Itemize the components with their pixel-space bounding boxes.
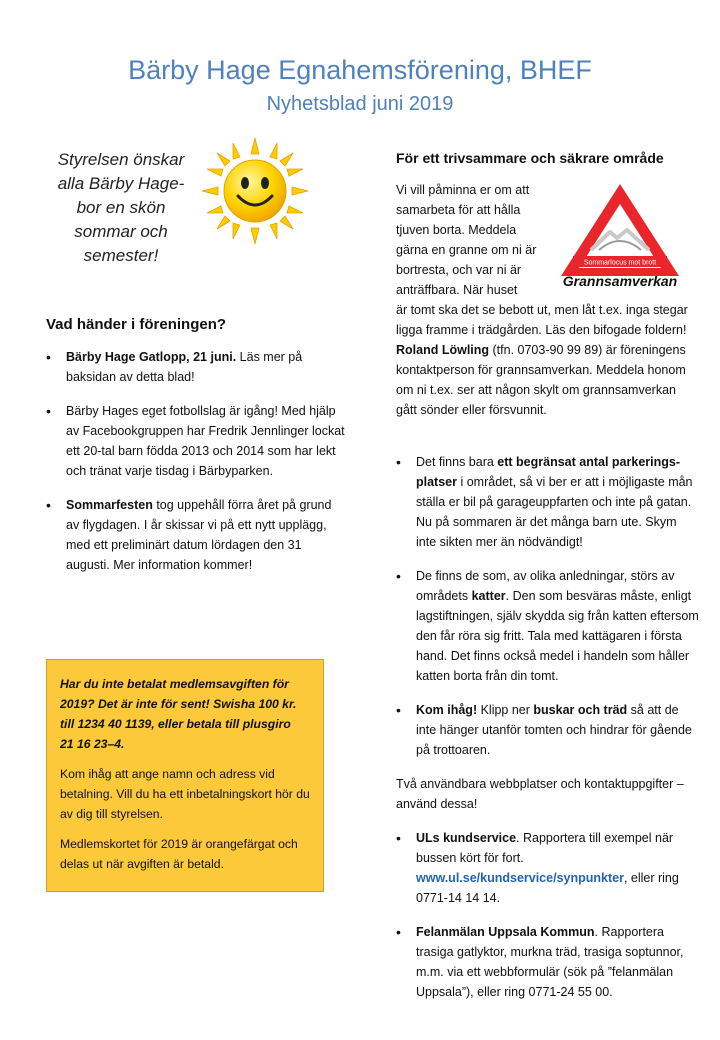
logo-banner: Sommarlocus mot brott <box>583 259 657 267</box>
list-item <box>396 566 700 686</box>
ul-service-bold: ULs kundservice <box>416 831 517 845</box>
football-text: Bärby Hages eget fotbollslag är igång! Med hjälp av Facebookgruppen har Fredrik Jennlinger lockat ett 20-tal barn födda 2013 och 2014 som har lekt och tränat varje tisdag i Bärbyparken. <box>66 404 345 478</box>
list-item <box>396 828 700 908</box>
greeting-line: sommar och <box>74 222 168 241</box>
ul-phone-text: , eller ring 0771-14 14 14. <box>416 871 679 905</box>
reminder-text: Klipp ner <box>477 703 534 717</box>
right-heading: För ett trivsammare och säkrare område <box>396 150 664 166</box>
intro-wrapped-text: Vi vill påminna er om att samarbeta för att hålla tjuven borta. Meddela gärna en granne om ni är bortresta, och var ni är anträffbara. När huset <box>396 183 537 297</box>
payment-instructions: Kom ihåg att ange namn och adress vid betalning. Vill du ha ett inbetalningskort hör du av dig till styrelsen. <box>60 767 310 821</box>
fee-reminder <box>60 674 310 754</box>
parking-text-2: i området, så vi ber er att i möjligaste mån ställa er bil på garageuppfarten och inte på gatan. Nu på sommaren är det många barn ute. Skym inte sikten mer än nödvändigt! <box>416 475 693 549</box>
plusgiro-number: 21 16 23–4. <box>60 737 125 751</box>
cats-text-2: . Den som besväras måste, enligt lagstiftningen, själv skydda sig från katten eftersom den får röra sig fritt. Tala med kattägaren i första hand. Det finns också medel i handeln som håller katten borta från din tomt. <box>416 589 699 683</box>
sommarfest-title: Sommarfesten <box>66 498 153 512</box>
list-item <box>46 401 346 481</box>
summer-greeting <box>46 148 196 268</box>
left-heading: Vad händer i föreningen? <box>46 316 227 333</box>
parking-bold: ett begränsat antal parkerings-platser <box>416 455 680 489</box>
list-item <box>46 495 346 575</box>
list-item <box>396 452 700 552</box>
sommarfest-text: tog uppehåll förra året på grund av flygdagen. I år skissar vi på ett nytt upplägg, med ett preliminärt datum lördagen den 31 augusti. Mer information kommer! <box>66 498 332 572</box>
cats-bold: katter <box>471 589 506 603</box>
reminder-text-2: så att de inte hänger utanför tomten och hindrar för gående på trottoaren. <box>416 703 692 757</box>
association-news-list <box>46 347 346 589</box>
neighborhood-watch-intro <box>396 180 700 420</box>
intro-rest <box>396 300 700 420</box>
contact-person: Roland Löwling <box>396 343 490 357</box>
parking-text: Det finns bara <box>416 455 498 469</box>
smiling-sun-icon <box>200 136 310 246</box>
greeting-line: semester! <box>83 246 159 265</box>
felanmalan-bold: Felanmälan Uppsala Kommun <box>416 925 595 939</box>
safety-tips-list <box>396 452 700 1016</box>
page-title: Bärby Hage Egnahemsförening, BHEF <box>128 55 592 85</box>
intro-rest-text: är tomt ska det se bebott ut, men låt t.ex. inga stegar ligga framme i trädgården. Läs den bifogade foldern! <box>396 303 688 337</box>
list-item <box>396 922 700 1002</box>
intro-rest-text-2: (tfn. 0703-90 99 89) är föreningens kontaktperson för grannsamverkan. Meddela honom om ni t.ex. ser att någon skylt om grannsamverkan gått sönder eller försvunnit. <box>396 343 686 417</box>
ul-feedback-link[interactable]: www.ul.se/kundservice/synpunkter <box>416 871 624 885</box>
fee-reminder-text: Har du inte betalat medlemsavgiften för 2019? Det är inte för sent! Swisha 100 kr. till 1234 40 1139, eller betala till plusgiro <box>60 677 297 731</box>
ul-service-text: . Rapportera till exempel när bussen kört för fort. <box>416 831 674 865</box>
felanmalan-text: . Rapportera trasiga gatlyktor, murkna träd, trasiga soptunnor, m.m. via ett webbformulär (sök på ”felanmälan Uppsala”), eller ring 0771-24 55 00. <box>416 925 684 999</box>
bushes-bold: buskar och träd <box>533 703 628 717</box>
gatlopp-text: Läs mer på baksidan av detta blad! <box>66 350 303 384</box>
logo-text: Grannsamverkan <box>562 273 678 289</box>
greeting-line: Styrelsen önskar <box>57 150 185 169</box>
membership-fee-box <box>46 659 324 892</box>
membership-card-info: Medlemskortet för 2019 är orangefärgat och delas ut när avgiften är betald. <box>60 837 298 871</box>
links-heading: Två användbara webbplatser och kontaktuppgifter – använd dessa! <box>396 777 684 811</box>
reminder-bold: Kom ihåg! <box>416 703 478 717</box>
greeting-line: alla Bärby Hage- <box>57 174 185 193</box>
list-item <box>46 347 346 387</box>
page-subtitle: Nyhetsblad juni 2019 <box>266 93 454 115</box>
gatlopp-title: Bärby Hage Gatlopp, 21 juni. <box>66 350 237 364</box>
greeting-line: bor en skön <box>76 198 166 217</box>
cats-text: De finns de som, av olika anledningar, störs av områdets <box>416 569 675 603</box>
list-item <box>396 700 700 760</box>
